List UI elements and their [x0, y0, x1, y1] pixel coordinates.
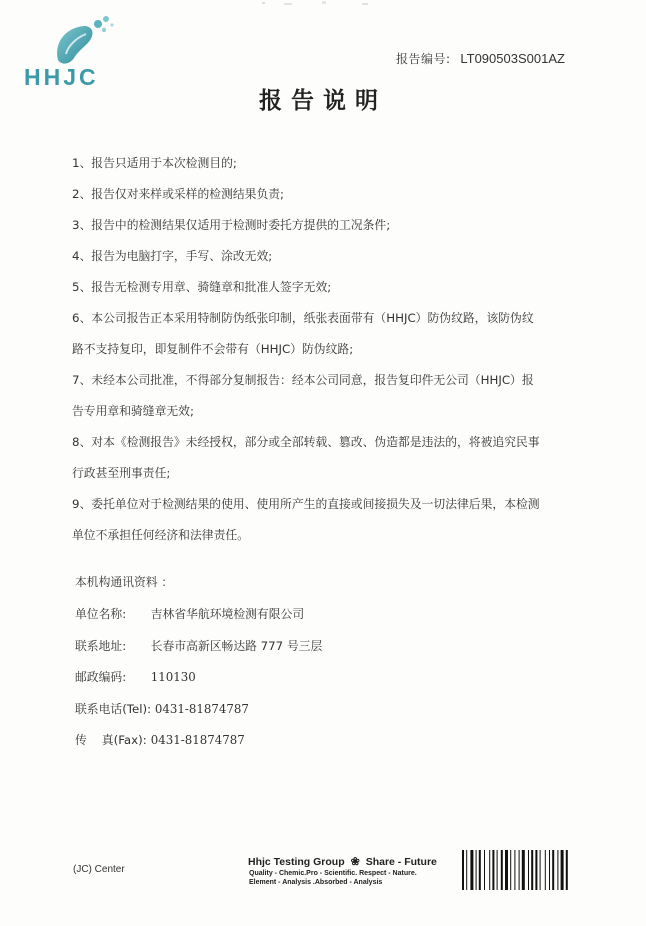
barcode-bar — [492, 850, 494, 890]
barcode-bar — [497, 850, 498, 890]
contact-row-phone — [75, 697, 555, 729]
barcode-bar — [514, 850, 515, 890]
contact-value: 吉林省华航环境检测有限公司 — [150, 607, 305, 621]
barcode-bar — [470, 850, 473, 890]
statement-line: 2、报告仅对来样或采样的检测结果负责; — [72, 187, 285, 201]
contact-row-fax — [75, 728, 555, 760]
statement-line: 6、本公司报告正本采用特制防伪纸张印制，纸张表面带有（HHJC）防伪纹路，该防伪纹 — [72, 311, 534, 325]
statement-list — [72, 148, 582, 551]
contact-value: 0431-81874787 — [154, 701, 249, 716]
contact-label: 单位名称: — [75, 607, 127, 621]
contact-value: 110130 — [150, 670, 196, 685]
flower-icon: ❀ — [350, 856, 360, 868]
contact-heading: 本机构通讯资料 ： — [75, 575, 174, 589]
barcode-bar — [528, 850, 529, 890]
contact-info — [75, 570, 555, 760]
statement-line: 1、报告只适用于本次检测目的; — [72, 156, 237, 170]
barcode-bar — [489, 850, 490, 890]
page-title: 报告说明 — [259, 88, 387, 114]
footer-values-line: Quality - Chemic.Pro - Scientific. Respect - Nature. — [249, 870, 417, 877]
contact-label: 邮政编码: — [75, 670, 127, 685]
footer-group-info — [248, 855, 438, 887]
barcode-bar — [462, 850, 464, 890]
barcode-bar — [552, 850, 554, 890]
barcode-bar — [531, 850, 533, 890]
barcode-bar — [466, 850, 467, 890]
contact-label: 联系电话(Tel): — [75, 701, 152, 716]
report-number-label: 报告编号: — [396, 52, 451, 66]
report-number-value: LT090503S001AZ — [460, 51, 565, 66]
group-motto: Share - Future — [365, 856, 437, 868]
contact-value: 长春市高新区畅达路 777 号三层 — [150, 638, 323, 653]
barcode-bar — [476, 850, 477, 890]
contact-row-company — [75, 602, 555, 634]
barcode-bar — [479, 850, 481, 890]
logo-drop-icon — [50, 14, 120, 66]
barcode-bar — [522, 850, 525, 890]
statement-line: 单位不承担任何经济和法律责任。 — [72, 528, 249, 542]
footer-center-label: (JC) Center — [73, 864, 125, 875]
logo-text: HHJC — [24, 64, 99, 90]
barcode-bar — [561, 850, 564, 890]
barcode — [462, 850, 594, 890]
contact-value: 0431-81874787 — [150, 733, 245, 748]
barcode-bar — [501, 850, 503, 890]
statement-line: 7、未经本公司批准，不得部分复制报告：经本公司同意，报告复印件无公司（HHJC）报 — [72, 373, 534, 387]
statement-line: 3、报告中的检测结果仅适用于检测时委托方提供的工况条件; — [72, 218, 391, 232]
barcode-bar — [484, 850, 485, 890]
barcode-bar — [540, 850, 541, 890]
barcode-bar — [505, 850, 508, 890]
scan-artifact — [262, 0, 382, 10]
barcode-bar — [510, 850, 511, 890]
footer-values-line: Element - Analysis .Absorbed - Analysis — [249, 879, 383, 886]
statement-line: 4、报告为电脑打字，手写、涂改无效; — [72, 249, 273, 263]
contact-row-postcode — [75, 665, 555, 697]
statement-line: 行政甚至刑事责任; — [72, 466, 171, 480]
contact-label: 传 真(Fax): — [75, 733, 147, 748]
group-name: Hhjc Testing Group — [248, 856, 345, 868]
contact-label: 联系地址: — [75, 638, 127, 653]
barcode-bar — [545, 850, 546, 890]
statement-line: 路不支持复印，即复制件不会带有（HHJC）防伪纹路; — [72, 342, 354, 356]
barcode-bar — [566, 850, 568, 890]
barcode-bar — [535, 850, 537, 890]
barcode-bar — [557, 850, 558, 890]
statement-line: 告专用章和骑缝章无效; — [72, 404, 194, 418]
statement-line: 9、委托单位对于检测结果的使用、使用所产生的直接或间接损失及一切法律后果，本检测 — [72, 497, 540, 511]
statement-line: 5、报告无检测专用章、骑缝章和批准人签字无效; — [72, 280, 332, 294]
barcode-bar — [549, 850, 550, 890]
barcode-bar — [519, 850, 520, 890]
report-number — [396, 50, 565, 67]
footer-slogan — [248, 855, 438, 869]
statement-line: 8、对本《检测报告》未经授权，部分或全部转载、篡改、伪造都是违法的，将被追究民事 — [72, 435, 540, 449]
company-logo — [22, 14, 122, 90]
contact-row-address — [75, 634, 555, 666]
